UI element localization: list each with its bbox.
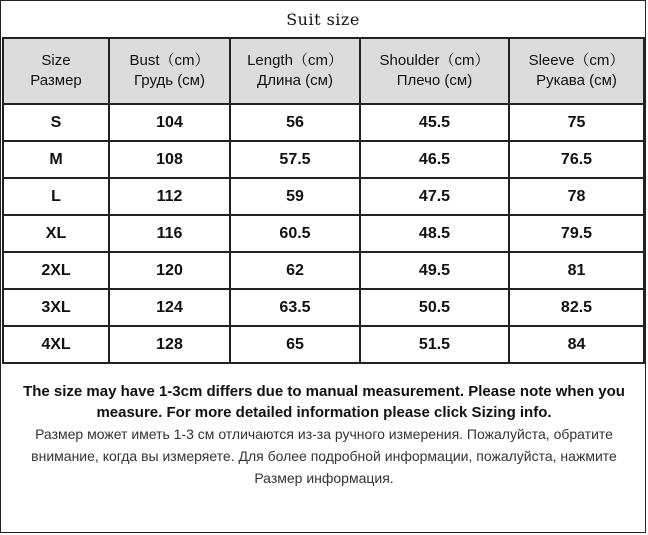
cell-size: L — [3, 178, 109, 215]
cell-length: 62 — [230, 252, 360, 289]
header-bust-en: Bust（cm） — [129, 52, 210, 69]
header-shoulder — [360, 38, 509, 104]
table-row — [3, 326, 644, 363]
cell-shoulder: 45.5 — [360, 104, 509, 141]
cell-bust: 128 — [109, 326, 230, 363]
cell-length: 59 — [230, 178, 360, 215]
cell-sleeve: 81 — [509, 252, 644, 289]
cell-bust: 112 — [109, 178, 230, 215]
cell-bust: 104 — [109, 104, 230, 141]
cell-size: XL — [3, 215, 109, 252]
header-shoulder-en: Shoulder（cm） — [379, 52, 490, 69]
cell-size: S — [3, 104, 109, 141]
note-english: The size may have 1-3cm differs due to manual measurement. Please note when you measure. For more detailed information please click Sizing info. — [23, 383, 625, 421]
cell-size: M — [3, 141, 109, 178]
header-shoulder-ru: Плечо (см) — [396, 72, 473, 89]
header-row — [3, 38, 644, 104]
cell-bust: 120 — [109, 252, 230, 289]
header-length — [230, 38, 360, 104]
cell-shoulder: 50.5 — [360, 289, 509, 326]
note-russian: Размер может иметь 1-3 см отличаются из-за ручного измерения. Пожалуйста, обратите внимание, когда вы измеряете. Для более подробной информации, пожалуйста, нажмите Размер информация. — [31, 426, 617, 486]
cell-shoulder: 51.5 — [360, 326, 509, 363]
header-size-en: Size — [41, 52, 71, 69]
table-row — [3, 141, 644, 178]
cell-length: 65 — [230, 326, 360, 363]
cell-sleeve: 76.5 — [509, 141, 644, 178]
cell-size: 2XL — [3, 252, 109, 289]
header-bust-ru: Грудь (см) — [134, 72, 205, 89]
header-size — [3, 38, 109, 104]
cell-shoulder: 46.5 — [360, 141, 509, 178]
measurement-note — [3, 381, 645, 489]
chart-title: Suit size — [286, 10, 360, 29]
header-size-ru: Размер — [30, 72, 82, 89]
table-row — [3, 104, 644, 141]
table-row — [3, 252, 644, 289]
cell-sleeve: 79.5 — [509, 215, 644, 252]
cell-length: 57.5 — [230, 141, 360, 178]
header-sleeve — [509, 38, 644, 104]
cell-length: 63.5 — [230, 289, 360, 326]
header-sleeve-ru: Рукава (см) — [536, 72, 617, 89]
cell-bust: 108 — [109, 141, 230, 178]
size-table — [2, 37, 645, 364]
cell-bust: 124 — [109, 289, 230, 326]
cell-shoulder: 48.5 — [360, 215, 509, 252]
table-row — [3, 178, 644, 215]
header-length-ru: Длина (см) — [257, 72, 333, 89]
cell-sleeve: 78 — [509, 178, 644, 215]
cell-sleeve: 75 — [509, 104, 644, 141]
table-row — [3, 215, 644, 252]
cell-sleeve: 84 — [509, 326, 644, 363]
cell-shoulder: 47.5 — [360, 178, 509, 215]
header-sleeve-en: Sleeve（cm） — [528, 52, 625, 69]
cell-shoulder: 49.5 — [360, 252, 509, 289]
cell-length: 60.5 — [230, 215, 360, 252]
cell-sleeve: 82.5 — [509, 289, 644, 326]
cell-size: 4XL — [3, 326, 109, 363]
header-length-en: Length（cm） — [247, 52, 343, 69]
cell-bust: 116 — [109, 215, 230, 252]
cell-length: 56 — [230, 104, 360, 141]
table-row — [3, 289, 644, 326]
cell-size: 3XL — [3, 289, 109, 326]
header-bust — [109, 38, 230, 104]
